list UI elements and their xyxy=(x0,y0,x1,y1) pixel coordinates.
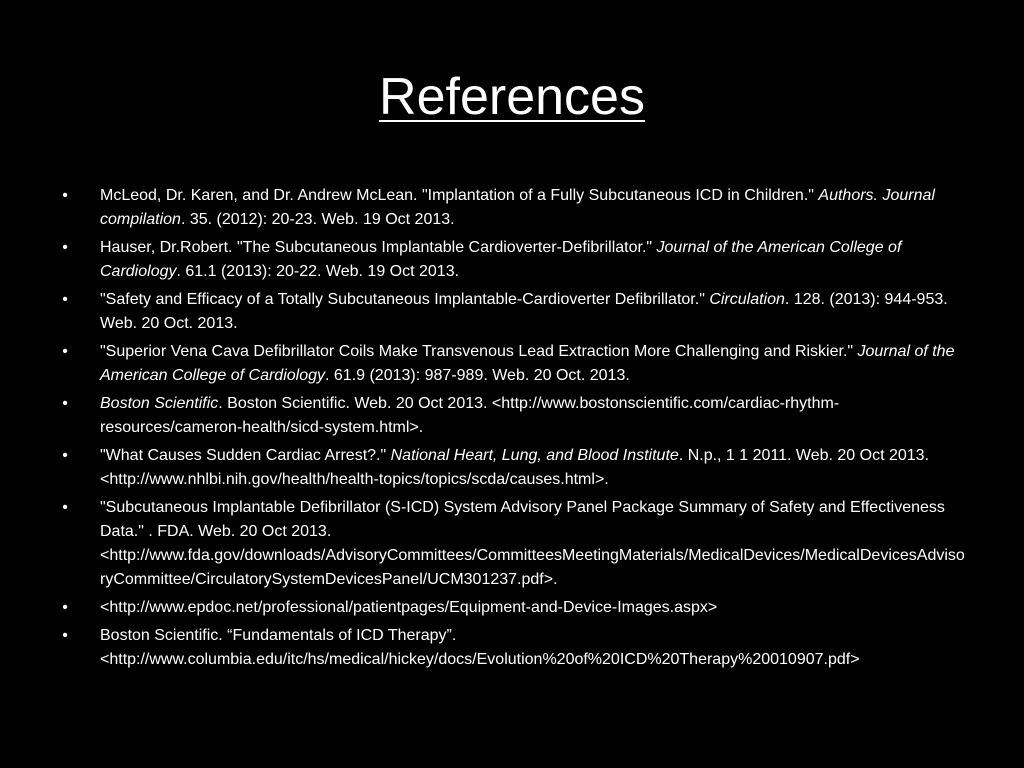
reference-source-title: Boston Scientific xyxy=(100,395,219,412)
bullet-icon: • xyxy=(62,239,68,256)
reference-text-segment: . 61.1 (2013): 20-22. Web. 19 Oct 2013. xyxy=(176,263,460,280)
bullet-icon: • xyxy=(62,447,68,464)
slide-title xyxy=(0,62,1024,132)
reference-text xyxy=(100,624,968,672)
reference-item xyxy=(58,288,968,336)
reference-text-segment: "Superior Vena Cava Defibrillator Coils Make Transvenous Lead Extraction More Challenging and Riskier." xyxy=(100,343,858,360)
reference-text xyxy=(100,184,968,232)
bullet-icon: • xyxy=(62,291,68,308)
reference-text xyxy=(100,496,968,592)
reference-item xyxy=(58,496,968,592)
reference-text-segment: . 35. (2012): 20-23. Web. 19 Oct 2013. xyxy=(180,211,455,228)
reference-text-segment: . Boston Scientific. Web. 20 Oct 2013. <http://www.bostonscientific.com/cardiac-rhythm-resources/cameron-health/sicd-system.html>. xyxy=(100,395,840,436)
reference-item xyxy=(58,340,968,388)
reference-text xyxy=(100,596,968,620)
slide-title-text: References xyxy=(379,68,645,126)
reference-source-title: Circulation xyxy=(709,291,785,308)
reference-text-segment: "Subcutaneous Implantable Defibrillator (S-ICD) System Advisory Panel Package Summary of Safety and Effectiveness Data." . FDA. Web. 20 Oct 2013. <http://www.fda.gov/downloads/AdvisoryCommittees/CommitteesMeetingMaterials/MedicalDevices/MedicalDevicesAdvisoryCommittee/CirculatorySystemDevicesPanel/UCM301237.pdf>. xyxy=(100,499,965,588)
bullet-icon: • xyxy=(62,599,68,616)
reference-source-title: Journal of the American College of Cardiology xyxy=(100,343,955,384)
reference-text xyxy=(100,444,968,492)
references-list xyxy=(58,184,968,676)
reference-item xyxy=(58,184,968,232)
bullet-icon: • xyxy=(62,343,68,360)
bullet-icon: • xyxy=(62,187,68,204)
reference-item xyxy=(58,624,968,672)
reference-item xyxy=(58,596,968,620)
reference-text xyxy=(100,288,968,336)
reference-text xyxy=(100,340,968,388)
reference-text-segment: . 128. (2013): 944-953. Web. 20 Oct. 2013. xyxy=(100,291,948,332)
reference-text-segment: "Safety and Efficacy of a Totally Subcutaneous Implantable-Cardioverter Defibrillator." xyxy=(100,291,710,308)
reference-text xyxy=(100,236,968,284)
reference-text-segment: <http://www.epdoc.net/professional/patientpages/Equipment-and-Device-Images.aspx> xyxy=(100,599,718,616)
reference-text-segment: McLeod, Dr. Karen, and Dr. Andrew McLean. "Implantation of a Fully Subcutaneous ICD in Children." xyxy=(100,187,819,204)
reference-source-title: Journal of the American College of Cardiology xyxy=(100,239,902,280)
reference-text-segment: Hauser, Dr.Robert. "The Subcutaneous Implantable Cardioverter-Defibrillator." xyxy=(100,239,657,256)
reference-item xyxy=(58,236,968,284)
reference-item xyxy=(58,392,968,440)
reference-text xyxy=(100,392,968,440)
bullet-icon: • xyxy=(62,395,68,412)
reference-item xyxy=(58,444,968,492)
bullet-icon: • xyxy=(62,499,68,516)
reference-text-segment: . 61.9 (2013): 987-989. Web. 20 Oct. 2013. xyxy=(325,367,630,384)
reference-text-segment: . N.p., 1 1 2011. Web. 20 Oct 2013. <http://www.nhlbi.nih.gov/health/health-topics/topics/scda/causes.html>. xyxy=(100,447,930,488)
bullet-icon: • xyxy=(62,627,68,644)
reference-text-segment: Boston Scientific. “Fundamentals of ICD Therapy”. <http://www.columbia.edu/itc/hs/medical/hickey/docs/Evolution%20of%20ICD%20Therapy%20010907.pdf> xyxy=(100,627,860,668)
reference-source-title: National Heart, Lung, and Blood Institute xyxy=(390,447,679,464)
reference-text-segment: "What Causes Sudden Cardiac Arrest?." xyxy=(100,447,391,464)
reference-source-title: Authors. Journal compilation xyxy=(100,187,935,228)
